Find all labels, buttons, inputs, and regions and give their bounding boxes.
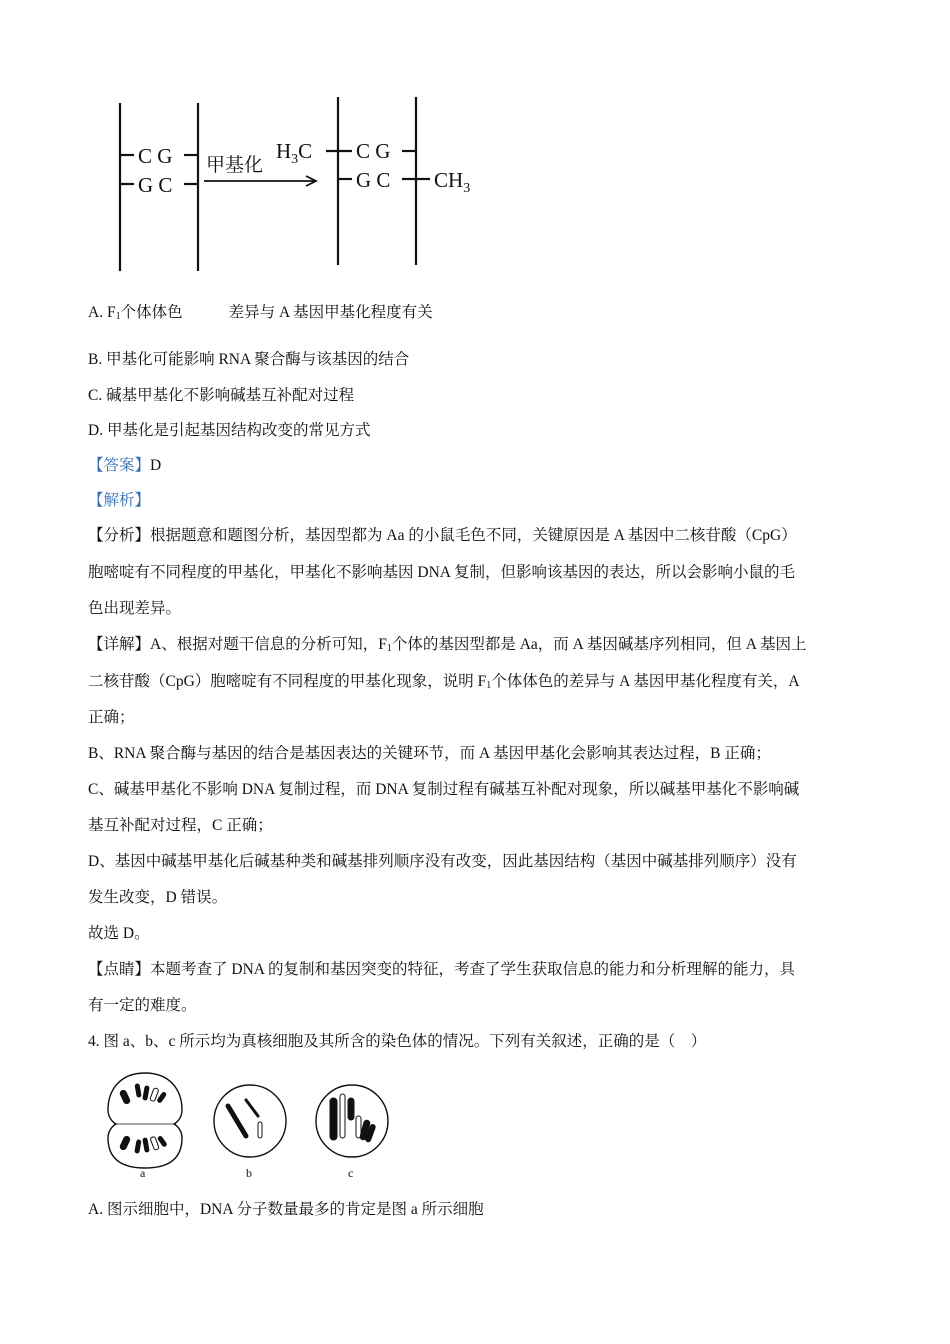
left-strand-top: C G: [138, 144, 173, 168]
methylation-diagram: [100, 95, 500, 275]
option-d: D. 甲基化是引起基因结构改变的常见方式: [88, 422, 371, 439]
d-explanation-1: D、基因中碱基甲基化后碱基种类和碱基排列顺序没有改变，因此基因结构（基因中碱基排列顺序）没有: [88, 853, 797, 870]
question-4-stem: 4. 图 a、b、c 所示均为真核细胞及其所含的染色体的情况。下列有关叙述，正确的是（ ）: [88, 1033, 707, 1050]
right-strand-top: C G: [356, 139, 391, 163]
dianjing-2: 有一定的难度。: [88, 997, 197, 1014]
c-explanation-1: C、碱基甲基化不影响 DNA 复制过程，而 DNA 复制过程有碱基互补配对现象，所以碱基甲基化不影响碱: [88, 781, 800, 798]
dianjing-1: 【点睛】本题考查了 DNA 的复制和基因突变的特征，考查了学生获取信息的能力和分析理解的能力，具: [88, 961, 795, 978]
c-explanation-2: 基互补配对过程，C 正确；: [88, 817, 273, 834]
cell-a-chromosomes: [119, 1084, 167, 1153]
cell-c: [316, 1085, 388, 1157]
cell-b: [214, 1085, 286, 1157]
fenxi-line-3: 色出现差异。: [88, 600, 182, 617]
label-c: c: [348, 1166, 354, 1180]
label-b: b: [246, 1166, 252, 1180]
option-b: B. 甲基化可能影响 RNA 聚合酶与该基因的结合: [88, 351, 410, 368]
fenxi-line-2: 胞嘧啶有不同程度的甲基化，甲基化不影响基因 DNA 复制，但影响该基因的表达，所以会影响小鼠的毛: [88, 564, 795, 581]
arrow-label: 甲基化: [206, 155, 264, 176]
answer-tag: 【答案】: [88, 457, 151, 474]
xiangjie-line-2: 二核苷酸（CpG）胞嘧啶有不同程度的甲基化现象，说明 $F_1$个体体色的差异与 A 基因甲基化程度有关，A: [88, 673, 800, 691]
cell-b-chromosomes: [228, 1100, 262, 1138]
conclusion: 故选 D。: [88, 925, 150, 942]
methyl-right: $CH_3$: [434, 168, 471, 196]
xiangjie-line-3: 正确；: [88, 709, 135, 726]
cell-diagrams: [100, 1070, 400, 1182]
option-c: C. 碱基甲基化不影响碱基互补配对过程: [88, 387, 355, 404]
cell-c-chromosomes: [330, 1094, 376, 1142]
xiangjie-line-1: 【详解】A、根据对题干信息的分析可知，$F_1$个体的基因型都是 Aa，而 A 基因碱基序列相同，但 A 基因上: [88, 636, 807, 654]
b-explanation: B、RNA 聚合酶与基因的结合是基因表达的关键环节，而 A 基因甲基化会影响其表达过程，B 正确；: [88, 745, 771, 762]
q4-option-a: A. 图示细胞中，DNA 分子数量最多的肯定是图 a 所示细胞: [88, 1201, 484, 1218]
option-a: A. $F_1$个体体色 差异与 A 基因甲基化程度有关: [88, 304, 433, 322]
d-explanation-2: 发生改变，D 错误。: [88, 889, 228, 906]
fenxi-line-1: 【分析】根据题意和题图分析，基因型都为 Aa 的小鼠毛色不同，关键原因是 A 基因中二核苷酸（CpG）: [88, 527, 797, 544]
label-a: a: [140, 1166, 146, 1180]
methyl-left: $H_3C$: [276, 139, 313, 167]
answer-value: D: [150, 457, 162, 474]
analysis-tag: 【解析】: [88, 492, 151, 509]
left-strand-bottom: G C: [138, 173, 173, 197]
right-strand-bottom: G C: [356, 168, 391, 192]
answer-line: [88, 456, 161, 476]
